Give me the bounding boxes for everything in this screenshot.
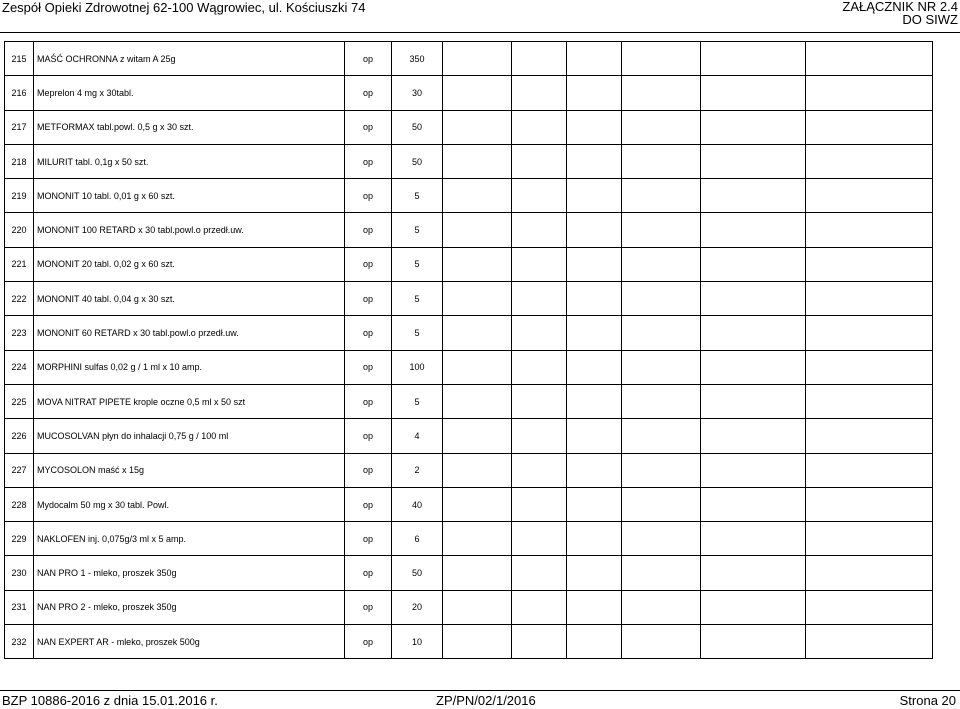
empty-cell: [567, 76, 622, 110]
empty-cell: [512, 179, 567, 213]
empty-cell: [622, 179, 701, 213]
empty-cell: [567, 384, 622, 418]
empty-cell: [443, 76, 512, 110]
empty-cell: [806, 350, 933, 384]
item-number: 217: [5, 110, 34, 144]
empty-cell: [443, 453, 512, 487]
item-unit: op: [345, 42, 392, 76]
empty-cell: [806, 213, 933, 247]
item-quantity: 5: [392, 247, 443, 281]
empty-cell: [806, 522, 933, 556]
empty-cell: [806, 384, 933, 418]
item-name: MONONIT 40 tabl. 0,04 g x 30 szt.: [34, 282, 345, 316]
empty-cell: [443, 590, 512, 624]
table-row: [5, 316, 933, 350]
item-name: NAN EXPERT AR - mleko, proszek 500g: [34, 625, 345, 659]
bzp-reference: BZP 10886-2016 z dnia 15.01.2016 r.: [2, 693, 218, 708]
table-row: [5, 350, 933, 384]
empty-cell: [622, 625, 701, 659]
item-unit: op: [345, 350, 392, 384]
empty-cell: [806, 316, 933, 350]
empty-cell: [567, 282, 622, 316]
empty-cell: [701, 625, 806, 659]
item-number: 230: [5, 556, 34, 590]
empty-cell: [567, 42, 622, 76]
empty-cell: [512, 213, 567, 247]
empty-cell: [701, 110, 806, 144]
empty-cell: [567, 179, 622, 213]
item-name: MONONIT 100 RETARD x 30 tabl.powl.o przedł.uw.: [34, 213, 345, 247]
empty-cell: [622, 144, 701, 178]
empty-cell: [806, 282, 933, 316]
empty-cell: [701, 522, 806, 556]
empty-cell: [443, 625, 512, 659]
empty-cell: [443, 556, 512, 590]
table-row: [5, 419, 933, 453]
item-number: 222: [5, 282, 34, 316]
empty-cell: [806, 42, 933, 76]
empty-cell: [567, 419, 622, 453]
item-quantity: 5: [392, 316, 443, 350]
empty-cell: [567, 144, 622, 178]
header-divider: [0, 32, 960, 33]
empty-cell: [567, 350, 622, 384]
empty-cell: [701, 487, 806, 521]
case-number: ZP/PN/02/1/2016: [436, 693, 536, 708]
empty-cell: [701, 384, 806, 418]
empty-cell: [443, 42, 512, 76]
item-unit: op: [345, 110, 392, 144]
empty-cell: [701, 76, 806, 110]
table-row: [5, 556, 933, 590]
empty-cell: [701, 556, 806, 590]
item-number: 219: [5, 179, 34, 213]
item-name: NAN PRO 1 - mleko, proszek 350g: [34, 556, 345, 590]
item-name: MUCOSOLVAN płyn do inhalacji 0,75 g / 100 ml: [34, 419, 345, 453]
item-name: Meprelon 4 mg x 30tabl.: [34, 76, 345, 110]
empty-cell: [701, 453, 806, 487]
empty-cell: [512, 42, 567, 76]
attachment-header: [842, 0, 958, 26]
item-name: NAN PRO 2 - mleko, proszek 350g: [34, 590, 345, 624]
item-quantity: 5: [392, 213, 443, 247]
siwz-label: DO SIWZ: [902, 12, 958, 27]
item-quantity: 5: [392, 282, 443, 316]
item-quantity: 50: [392, 110, 443, 144]
table-row: [5, 144, 933, 178]
empty-cell: [443, 110, 512, 144]
item-number: 229: [5, 522, 34, 556]
empty-cell: [443, 213, 512, 247]
table-row: [5, 213, 933, 247]
item-quantity: 50: [392, 556, 443, 590]
empty-cell: [622, 522, 701, 556]
empty-cell: [806, 487, 933, 521]
empty-cell: [512, 110, 567, 144]
empty-cell: [701, 316, 806, 350]
empty-cell: [622, 419, 701, 453]
table-row: [5, 590, 933, 624]
item-unit: op: [345, 316, 392, 350]
empty-cell: [806, 625, 933, 659]
empty-cell: [512, 487, 567, 521]
item-number: 225: [5, 384, 34, 418]
empty-cell: [622, 487, 701, 521]
item-unit: op: [345, 179, 392, 213]
item-unit: op: [345, 213, 392, 247]
empty-cell: [622, 42, 701, 76]
item-unit: op: [345, 144, 392, 178]
empty-cell: [443, 350, 512, 384]
empty-cell: [443, 282, 512, 316]
table-row: [5, 625, 933, 659]
empty-cell: [701, 419, 806, 453]
item-number: 232: [5, 625, 34, 659]
item-quantity: 20: [392, 590, 443, 624]
table-row: [5, 453, 933, 487]
empty-cell: [512, 419, 567, 453]
empty-cell: [443, 487, 512, 521]
item-unit: op: [345, 76, 392, 110]
item-quantity: 4: [392, 419, 443, 453]
item-quantity: 30: [392, 76, 443, 110]
table-row: [5, 42, 933, 76]
item-name: MONONIT 60 RETARD x 30 tabl.powl.o przedł.uw.: [34, 316, 345, 350]
empty-cell: [622, 76, 701, 110]
empty-cell: [622, 213, 701, 247]
empty-cell: [567, 487, 622, 521]
empty-cell: [806, 590, 933, 624]
empty-cell: [622, 282, 701, 316]
empty-cell: [701, 144, 806, 178]
item-number: 223: [5, 316, 34, 350]
empty-cell: [622, 350, 701, 384]
table-row: [5, 487, 933, 521]
table-row: [5, 179, 933, 213]
item-unit: op: [345, 384, 392, 418]
item-quantity: 40: [392, 487, 443, 521]
empty-cell: [512, 282, 567, 316]
empty-cell: [443, 384, 512, 418]
empty-cell: [701, 213, 806, 247]
items-table-body: [5, 42, 933, 659]
item-number: 224: [5, 350, 34, 384]
attachment-number: ZAŁĄCZNIK NR 2.4: [842, 0, 958, 14]
item-name: MYCOSOLON maść x 15g: [34, 453, 345, 487]
item-unit: op: [345, 282, 392, 316]
item-unit: op: [345, 247, 392, 281]
item-number: 218: [5, 144, 34, 178]
item-unit: op: [345, 453, 392, 487]
empty-cell: [806, 453, 933, 487]
item-name: MAŚĆ OCHRONNA z witam A 25g: [34, 42, 345, 76]
empty-cell: [622, 110, 701, 144]
empty-cell: [567, 625, 622, 659]
item-quantity: 50: [392, 144, 443, 178]
item-unit: op: [345, 590, 392, 624]
page-number: Strona 20: [899, 693, 956, 708]
item-quantity: 5: [392, 179, 443, 213]
item-unit: op: [345, 419, 392, 453]
empty-cell: [701, 350, 806, 384]
empty-cell: [806, 179, 933, 213]
table-row: [5, 247, 933, 281]
empty-cell: [443, 522, 512, 556]
table-row: [5, 282, 933, 316]
table-row: [5, 110, 933, 144]
item-number: 216: [5, 76, 34, 110]
empty-cell: [512, 316, 567, 350]
item-name: Mydocalm 50 mg x 30 tabl. Powl.: [34, 487, 345, 521]
item-unit: op: [345, 487, 392, 521]
empty-cell: [806, 144, 933, 178]
item-number: 215: [5, 42, 34, 76]
empty-cell: [443, 144, 512, 178]
empty-cell: [622, 316, 701, 350]
empty-cell: [622, 247, 701, 281]
item-quantity: 2: [392, 453, 443, 487]
empty-cell: [443, 247, 512, 281]
item-quantity: 6: [392, 522, 443, 556]
empty-cell: [567, 453, 622, 487]
empty-cell: [806, 419, 933, 453]
table-row: [5, 522, 933, 556]
item-number: 226: [5, 419, 34, 453]
empty-cell: [567, 590, 622, 624]
item-quantity: 100: [392, 350, 443, 384]
empty-cell: [701, 247, 806, 281]
empty-cell: [806, 556, 933, 590]
item-name: MONONIT 10 tabl. 0,01 g x 60 szt.: [34, 179, 345, 213]
item-name: MOVA NITRAT PIPETE krople oczne 0,5 ml x 50 szt: [34, 384, 345, 418]
empty-cell: [512, 144, 567, 178]
item-name: MONONIT 20 tabl. 0,02 g x 60 szt.: [34, 247, 345, 281]
item-quantity: 350: [392, 42, 443, 76]
empty-cell: [806, 76, 933, 110]
item-number: 220: [5, 213, 34, 247]
empty-cell: [567, 110, 622, 144]
item-number: 231: [5, 590, 34, 624]
empty-cell: [701, 590, 806, 624]
empty-cell: [512, 247, 567, 281]
item-number: 227: [5, 453, 34, 487]
empty-cell: [512, 350, 567, 384]
empty-cell: [806, 110, 933, 144]
empty-cell: [622, 384, 701, 418]
empty-cell: [701, 42, 806, 76]
empty-cell: [567, 522, 622, 556]
item-quantity: 5: [392, 384, 443, 418]
empty-cell: [806, 247, 933, 281]
item-quantity: 10: [392, 625, 443, 659]
empty-cell: [512, 384, 567, 418]
empty-cell: [443, 316, 512, 350]
empty-cell: [567, 247, 622, 281]
empty-cell: [512, 453, 567, 487]
item-unit: op: [345, 556, 392, 590]
empty-cell: [567, 213, 622, 247]
empty-cell: [567, 316, 622, 350]
item-name: MORPHINI sulfas 0,02 g / 1 ml x 10 amp.: [34, 350, 345, 384]
empty-cell: [567, 556, 622, 590]
empty-cell: [701, 179, 806, 213]
item-number: 228: [5, 487, 34, 521]
empty-cell: [443, 419, 512, 453]
empty-cell: [622, 590, 701, 624]
table-row: [5, 384, 933, 418]
empty-cell: [512, 590, 567, 624]
empty-cell: [622, 556, 701, 590]
empty-cell: [701, 282, 806, 316]
item-unit: op: [345, 625, 392, 659]
empty-cell: [622, 453, 701, 487]
items-table: [4, 41, 933, 659]
item-name: METFORMAX tabl.powl. 0,5 g x 30 szt.: [34, 110, 345, 144]
empty-cell: [443, 179, 512, 213]
empty-cell: [512, 625, 567, 659]
footer-divider: [0, 690, 960, 691]
item-name: NAKLOFEN inj. 0,075g/3 ml x 5 amp.: [34, 522, 345, 556]
item-unit: op: [345, 522, 392, 556]
item-number: 221: [5, 247, 34, 281]
empty-cell: [512, 522, 567, 556]
table-row: [5, 76, 933, 110]
empty-cell: [512, 76, 567, 110]
empty-cell: [512, 556, 567, 590]
item-name: MILURIT tabl. 0,1g x 50 szt.: [34, 144, 345, 178]
institution-header: Zespół Opieki Zdrowotnej 62-100 Wągrowiec, ul. Kościuszki 74: [2, 0, 366, 15]
